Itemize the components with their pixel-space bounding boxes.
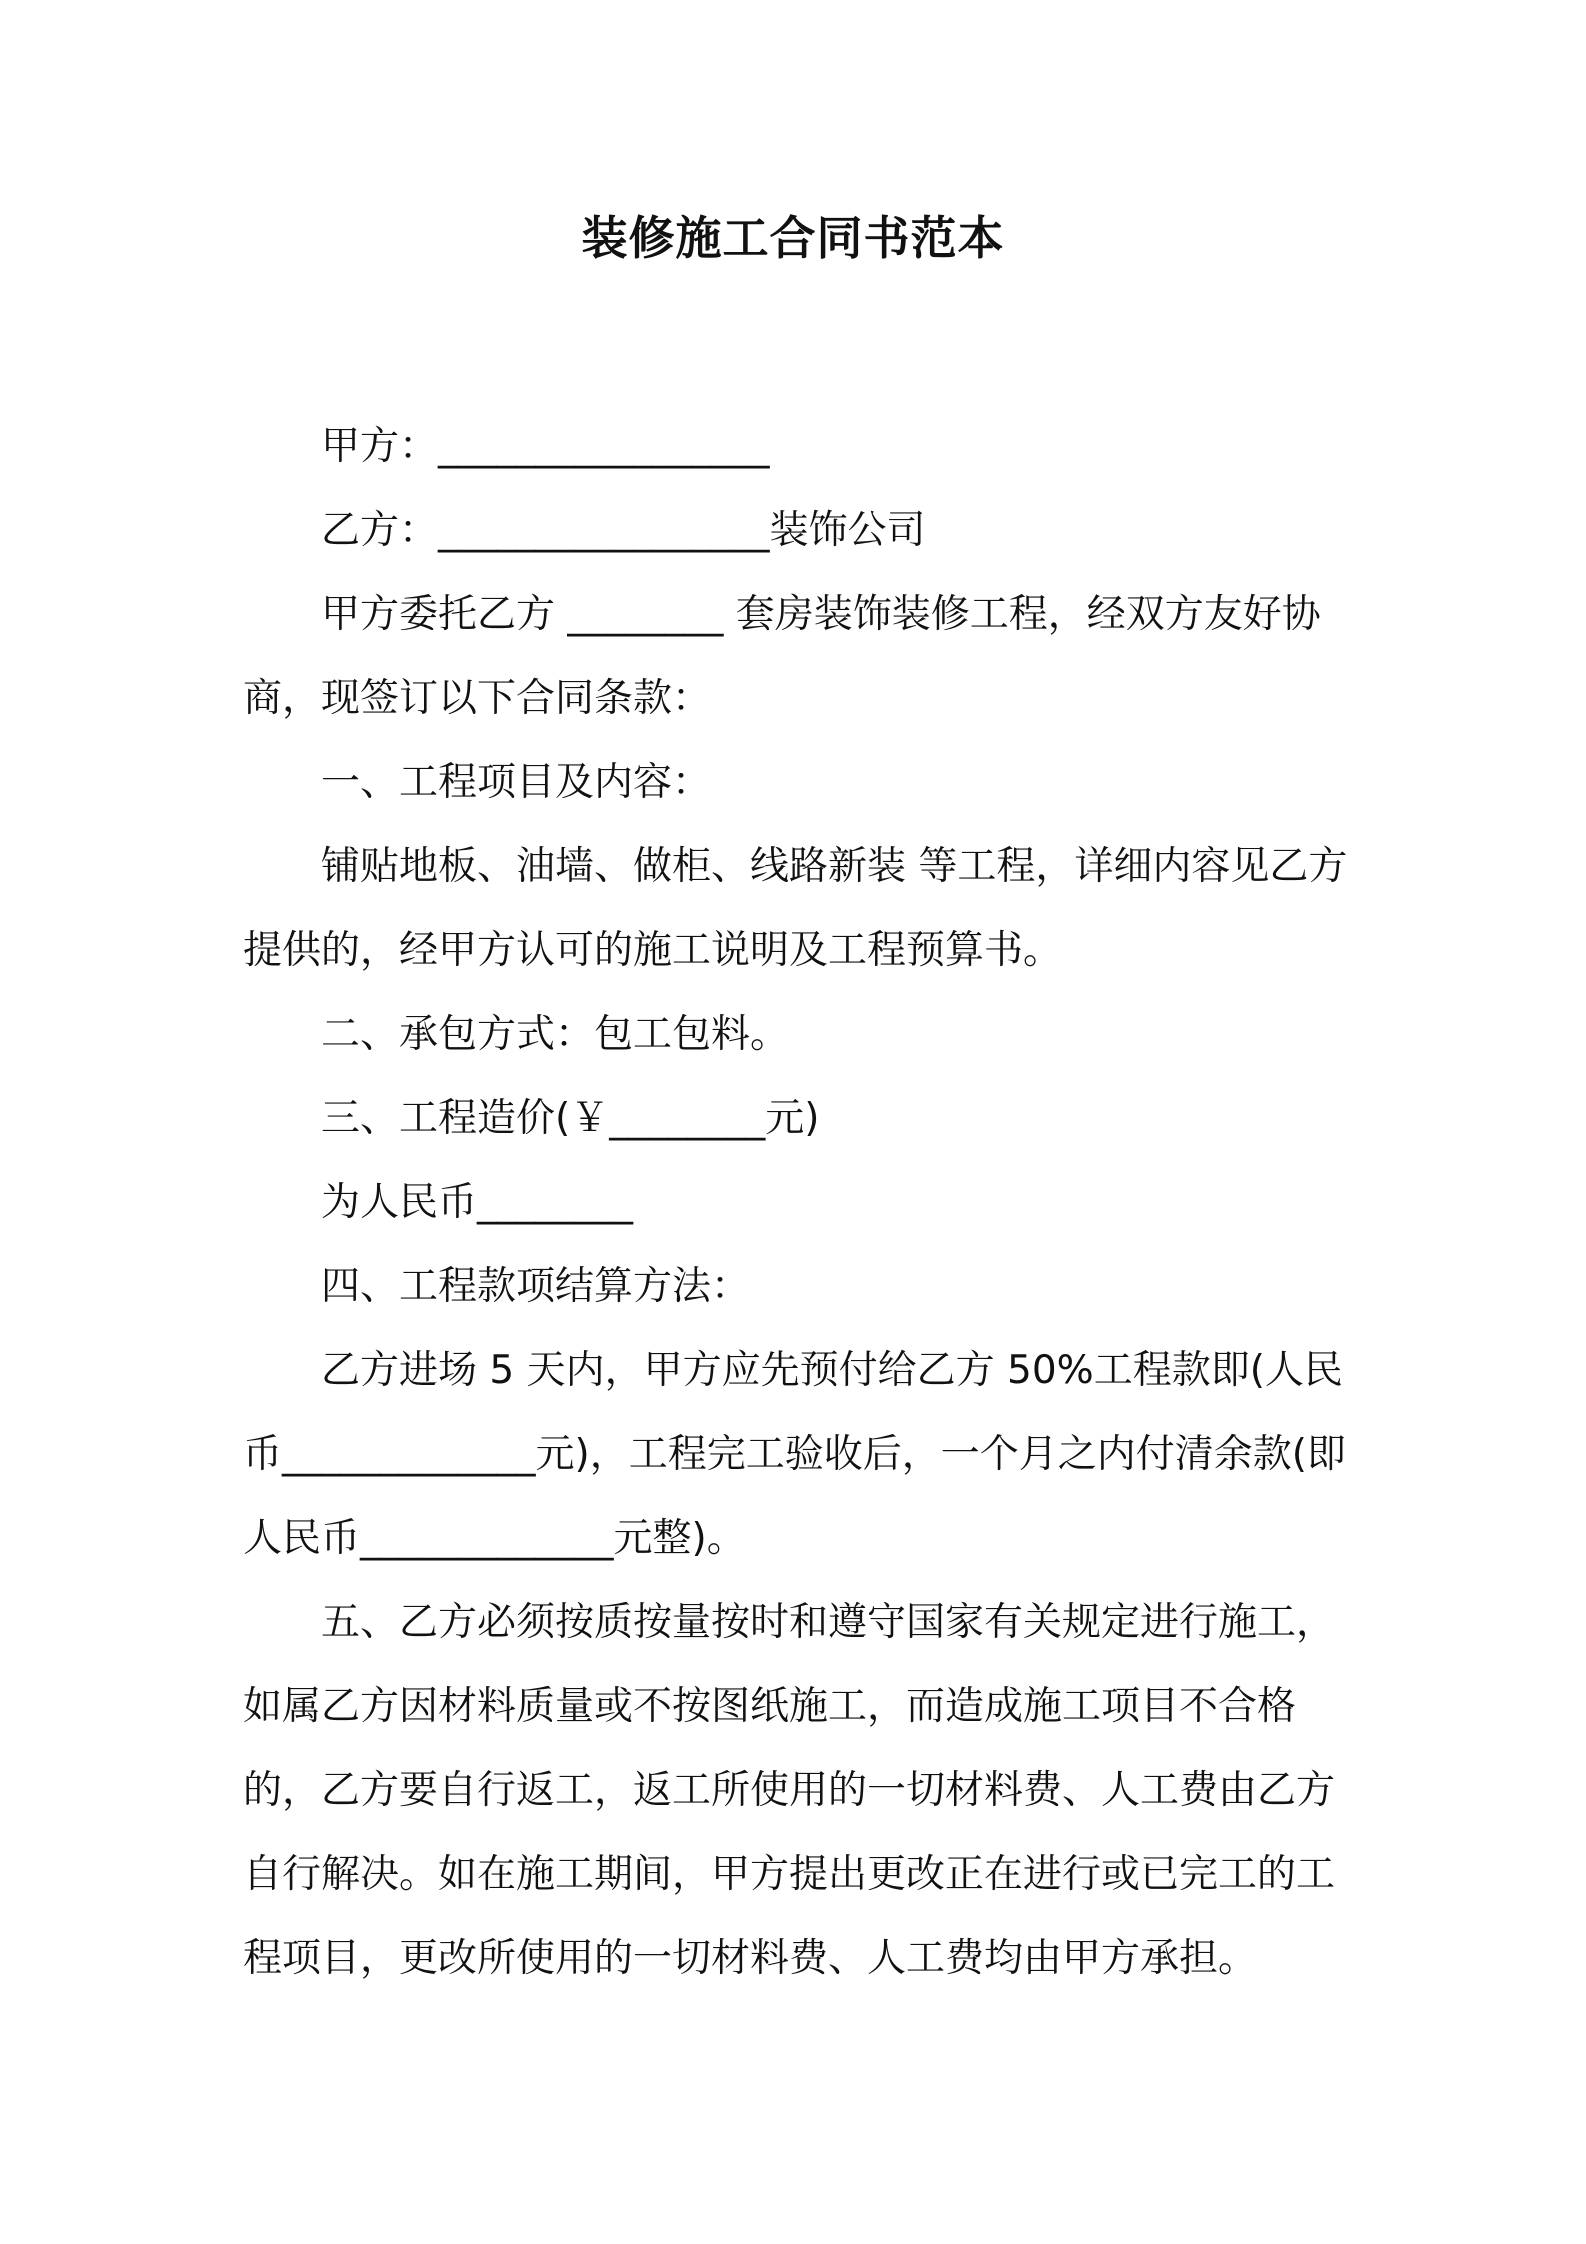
party-a-line: 甲方：_________________ bbox=[321, 424, 770, 469]
section-2-line: 二、承包方式：包工包料。 bbox=[321, 1012, 790, 1057]
section-3-line: 三、工程造价(￥________元) bbox=[321, 1096, 820, 1141]
rmb-amount-line: 为人民币________ bbox=[321, 1180, 634, 1225]
document-title: 装修施工合同书范本 bbox=[581, 211, 1005, 265]
section-4-content: 乙方进场 5 天内，甲方应先预付给乙方 50%工程款即(人民币_____________元)，工程完工验收后，一个月之内付清余款(即人民币_____________元整)。 bbox=[243, 1348, 1346, 1561]
section-5-content: 五、乙方必须按质按量按时和遵守国家有关规定进行施工，如属乙方因材料质量或不按图纸施工，而造成施工项目不合格的，乙方要自行返工，返工所使用的一切材料费、人工费由乙方自行解决。如在施工期间，甲方提出更改正在进行或已完工的工程项目，更改所使用的一切材料费、人工费均由甲方承担。 bbox=[243, 1600, 1336, 1981]
section-4-heading: 四、工程款项结算方法： bbox=[321, 1264, 751, 1309]
party-b-line: 乙方：_________________装饰公司 bbox=[321, 508, 926, 553]
section-1-heading: 一、工程项目及内容： bbox=[321, 760, 712, 805]
section-1-content: 铺贴地板、油墙、做柜、线路新装 等工程，详细内容见乙方提供的，经甲方认可的施工说明及工程预算书。 bbox=[243, 844, 1348, 973]
document-body bbox=[243, 405, 1368, 2001]
intro-paragraph: 甲方委托乙方 ________ 套房装饰装修工程，经双方友好协商，现签订以下合同条款： bbox=[243, 592, 1321, 721]
